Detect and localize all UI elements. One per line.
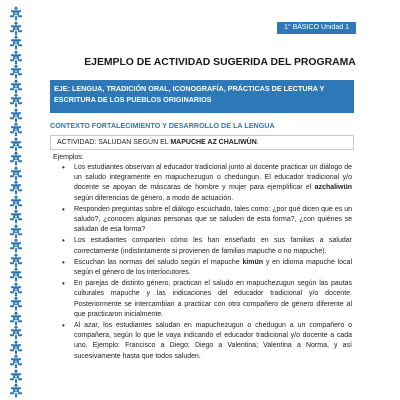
item-text: Los estudiantes comparten cómo les han enseñado en sus familias a saludar correctamente (indistintamente si provienen de familias mapuche o no mapuche). xyxy=(74,237,352,255)
mapuche-motif-icon xyxy=(9,195,23,210)
list-item xyxy=(62,163,352,204)
unit-badge: 1° BÁSICO Unidad 1 xyxy=(277,22,356,34)
bullet-icon: • xyxy=(62,321,65,331)
list-item xyxy=(62,321,352,362)
mapuche-motif-icon xyxy=(9,224,23,239)
mapuche-motif-icon xyxy=(9,296,23,311)
list-item xyxy=(62,236,352,256)
mapuche-motif-icon xyxy=(9,122,23,137)
item-bold: kimün xyxy=(242,258,264,266)
bullet-icon: • xyxy=(62,204,65,214)
bullet-icon: • xyxy=(62,236,65,246)
mapuche-motif-icon xyxy=(9,282,23,297)
item-text: Responden preguntas sobre el diálogo escuchado, tales como: ¿por qué dicen que es un saludo?, ¿conocen algunas personas que se saluden de esta forma?, ¿con quiénes se saludan de esa forma? xyxy=(74,205,352,234)
mapuche-motif-icon xyxy=(9,253,23,268)
examples-list xyxy=(62,163,352,363)
list-item xyxy=(62,279,352,320)
item-bold: azchaliwün xyxy=(314,184,352,192)
bullet-icon: • xyxy=(62,257,65,267)
axis-banner xyxy=(50,80,354,113)
mapuche-motif-icon xyxy=(9,79,23,94)
activity-suffix: . xyxy=(256,139,259,146)
activity-highlight: MAPUCHE AZ CHALIWÜN xyxy=(170,139,257,146)
item-text: Escuchan las normas del saludo según el mapuche xyxy=(74,258,243,266)
bullet-icon: • xyxy=(62,279,65,289)
mapuche-motif-icon xyxy=(9,267,23,282)
item-text-after: según diferencias de género, a modo de actuación. xyxy=(74,194,234,202)
item-text: Los estudiantes observan al educador tradicional junto al docente practicar un diálogo de un saludo integramente en mapuchezugun o chedungun. El educador tradicional y/o docente se apoyan de máscaras de hombre y mujer para ejemplificar el xyxy=(74,164,352,192)
mapuche-motif-icon xyxy=(9,137,23,152)
item-text: En parejas de distinto género, practican el saludo en mapuchezugun según las pautas culturales mapuche y las indicaciones del educador tradicional y/o docente. Posteriormente se intercambian a practicar con otro compañero de género diferente al que practicaron inicialmente. xyxy=(74,280,352,318)
mapuche-motif-icon xyxy=(9,238,23,253)
mapuche-motif-icon xyxy=(9,50,23,65)
mapuche-motif-icon xyxy=(9,21,23,36)
mapuche-motif-icon xyxy=(9,311,23,326)
item-text: Al azar, los estudiantes saludan en mapuchezugun o chedugun a un compañero o compañera, según lo que le vaya indicando el educador tradicional y/o docente a cada uno. Ejemplo: Francisco a Diego; Diego a Valentina; Valentina a Norma, y así sucesivamente hasta que todos saluden. xyxy=(74,322,352,360)
mapuche-motif-icon xyxy=(9,209,23,224)
axis-text: EJE: LENGUA, TRADICIÓN ORAL, ICONOGRAFÍA, PRÁCTICAS DE LECTURA Y ESCRITURA DE LOS PUEBLOS ORIGINARIOS xyxy=(54,84,325,104)
mapuche-motif-icon xyxy=(9,108,23,123)
mapuche-motif-icon xyxy=(9,166,23,181)
mapuche-motif-icon xyxy=(9,180,23,195)
page-title: EJEMPLO DE ACTIVIDAD SUGERIDA DEL PROGRAMA xyxy=(84,57,356,68)
mapuche-motif-icon xyxy=(9,325,23,340)
decorative-border xyxy=(6,6,26,398)
mapuche-motif-icon xyxy=(9,369,23,384)
mapuche-motif-icon xyxy=(9,64,23,79)
mapuche-motif-icon xyxy=(9,354,23,369)
mapuche-motif-icon xyxy=(9,340,23,355)
mapuche-motif-icon xyxy=(9,6,23,21)
mapuche-motif-icon xyxy=(9,35,23,50)
mapuche-motif-icon xyxy=(9,151,23,166)
activity-box xyxy=(50,135,354,150)
activity-prefix: ACTIVIDAD: SALUDAN SEGÚN EL xyxy=(57,139,171,146)
mapuche-motif-icon xyxy=(9,93,23,108)
item-text-after: y en idioma mapuche local según el género de los interlocutores. xyxy=(74,258,353,277)
bullet-icon: • xyxy=(62,163,65,172)
mapuche-motif-icon xyxy=(9,383,23,398)
list-item xyxy=(62,258,352,278)
context-title: CONTEXTO FORTALECIMIENTO Y DESARROLLO DE LA LENGUA xyxy=(50,121,275,130)
list-item xyxy=(62,205,352,236)
examples-label: Ejemplos: xyxy=(53,154,84,161)
